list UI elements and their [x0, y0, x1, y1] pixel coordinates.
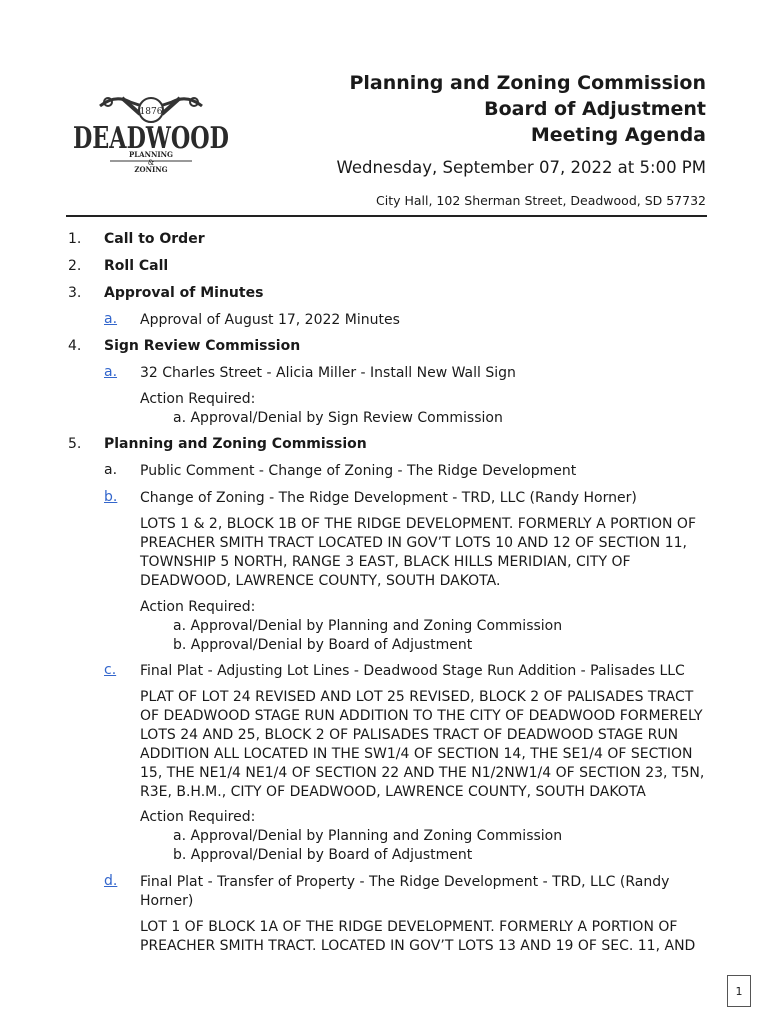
- title-line-3: Meeting Agenda: [530, 124, 706, 146]
- subitem-text: Approval of August 17, 2022 Minutes: [140, 312, 400, 328]
- legal-description-line: 15, THE NE1/4 NE1/4 OF SECTION 22 AND THE N1/2NW1/4 OF SECTION 23, T5N,: [140, 765, 705, 781]
- subitem-text-line: Horner): [140, 893, 194, 909]
- action-option: a. Approval/Denial by Planning and Zoning Commission: [173, 828, 563, 844]
- subitem-link[interactable]: a.: [104, 311, 118, 327]
- legal-description-line: TOWNSHIP 5 NORTH, RANGE 3 EAST, BLACK HILLS MERIDIAN, CITY OF: [140, 554, 631, 570]
- action-required-label: Action Required:: [140, 809, 256, 825]
- logo-name: DEADWOOD: [73, 121, 229, 156]
- legal-description-line: LOTS 1 & 2, BLOCK 1B OF THE RIDGE DEVELOPMENT. FORMERLY A PORTION OF: [140, 516, 697, 532]
- legal-description-line: DEADWOOD, LAWRENCE COUNTY, SOUTH DAKOTA.: [140, 573, 501, 589]
- item-title: Approval of Minutes: [104, 285, 264, 301]
- legal-description-line: PREACHER SMITH TRACT. LOCATED IN GOV’T LOTS 13 AND 19 OF SEC. 11, AND: [140, 938, 696, 954]
- legal-description-line: OF DEADWOOD STAGE RUN ADDITION TO THE CITY OF DEADWOOD FORMERELY: [140, 708, 703, 724]
- item-title: Planning and Zoning Commission: [104, 436, 367, 452]
- legal-description-line: ADDITION ALL LOCATED IN THE SW1/4 OF SECTION 14, THE SE1/4 OF SECTION: [140, 746, 693, 762]
- legal-description-line: LOT 1 OF BLOCK 1A OF THE RIDGE DEVELOPMENT. FORMERLY A PORTION OF: [140, 919, 678, 935]
- subitem-text: Public Comment - Change of Zoning - The Ridge Development: [140, 463, 577, 479]
- legal-description-line: LOTS 24 AND 25, BLOCK 2 OF PALISADES TRACT OF DEADWOOD STAGE RUN: [140, 727, 679, 743]
- action-option: b. Approval/Denial by Board of Adjustment: [173, 847, 473, 863]
- action-required-label: Action Required:: [140, 599, 256, 615]
- header-divider: [66, 215, 707, 217]
- item-number: 2.: [68, 258, 82, 274]
- legal-description-line: R3E, B.H.M., CITY OF DEADWOOD, LAWRENCE COUNTY, SOUTH DAKOTA: [140, 784, 646, 800]
- logo-zoning: ZONING: [134, 165, 168, 174]
- action-option: b. Approval/Denial by Board of Adjustment: [173, 637, 473, 653]
- legal-description-line: PLAT OF LOT 24 REVISED AND LOT 25 REVISED, BLOCK 2 OF PALISADES TRACT: [140, 689, 694, 705]
- meeting-title: [349, 70, 706, 148]
- subitem-text: Change of Zoning - The Ridge Development - TRD, LLC (Randy Horner): [140, 490, 637, 506]
- subitem-link[interactable]: a.: [104, 364, 118, 380]
- action-required-label: Action Required:: [140, 391, 256, 407]
- item-number: 3.: [68, 285, 82, 301]
- item-title: Roll Call: [104, 258, 169, 274]
- logo-ampersand: &: [147, 159, 155, 167]
- subitem-text: 32 Charles Street - Alicia Miller - Install New Wall Sign: [140, 365, 516, 381]
- subitem-link[interactable]: b.: [104, 489, 118, 505]
- action-option: a. Approval/Denial by Planning and Zoning Commission: [173, 618, 563, 634]
- item-title: Sign Review Commission: [104, 338, 301, 354]
- meeting-date: Wednesday, September 07, 2022 at 5:00 PM: [336, 158, 706, 177]
- meeting-address: City Hall, 102 Sherman Street, Deadwood, SD 57732: [376, 193, 706, 208]
- page-number: 1: [727, 975, 751, 1007]
- deadwood-planning-zoning-logo: [70, 92, 232, 174]
- logo-year: 1876: [139, 107, 163, 117]
- legal-description-line: PREACHER SMITH TRACT LOCATED IN GOV’T LOTS 10 AND 12 OF SECTION 11,: [140, 535, 687, 551]
- title-line-2: Board of Adjustment: [484, 98, 706, 120]
- logo-graphic: [70, 92, 232, 174]
- logo-planning: PLANNING: [128, 150, 174, 159]
- title-line-1: Planning and Zoning Commission: [349, 72, 706, 94]
- item-number: 1.: [68, 231, 82, 247]
- subitem-link[interactable]: c.: [104, 662, 117, 678]
- item-number: 5.: [68, 436, 82, 452]
- action-option: a. Approval/Denial by Sign Review Commission: [173, 410, 503, 426]
- item-title: Call to Order: [104, 231, 205, 247]
- item-number: 4.: [68, 338, 82, 354]
- subitem-letter: a.: [104, 462, 118, 478]
- subitem-text-line: Final Plat - Transfer of Property - The Ridge Development - TRD, LLC (Randy: [140, 874, 670, 890]
- subitem-text: Final Plat - Adjusting Lot Lines - Deadwood Stage Run Addition - Palisades LLC: [140, 663, 685, 679]
- subitem-link[interactable]: d.: [104, 873, 118, 889]
